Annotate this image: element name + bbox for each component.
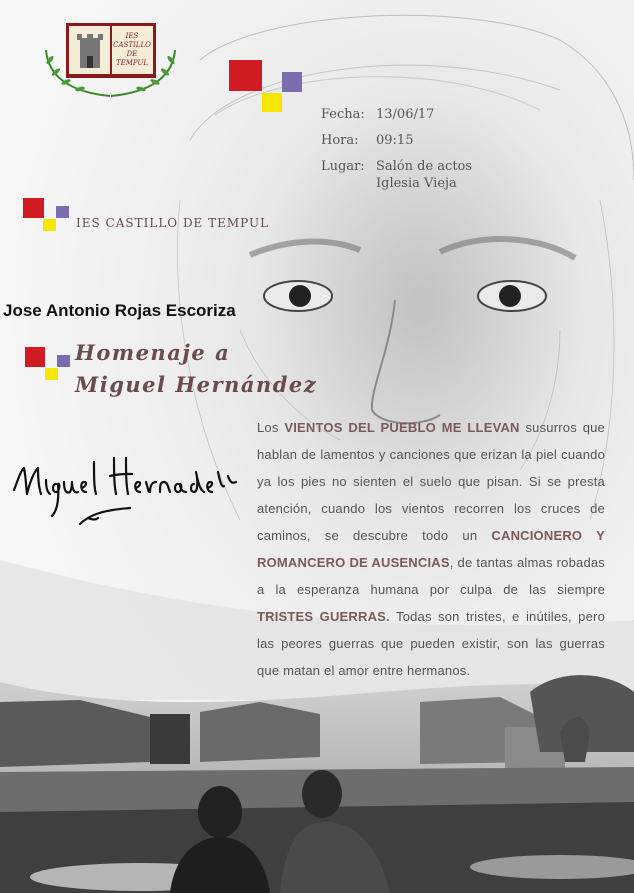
red-square (229, 60, 262, 91)
author-name: Jose Antonio Rojas Escoriza (3, 301, 236, 320)
body-text (257, 414, 605, 684)
school-logo (38, 20, 183, 102)
fecha-value: 13/06/17 (376, 107, 435, 122)
school-name: IES CASTILLO DE TEMPUL (76, 216, 270, 230)
logo-text-4: TEMPUL (115, 59, 149, 67)
body-text-2: susurros que hablan de lamentos y canciones que erizan la piel cuando ya los pies no sienten el suelo que pisan. Si se presta atención, cuando los vientos recorren los cruces de caminos, se descubre todo un (257, 420, 605, 543)
logo-text-1: IES (125, 32, 139, 40)
hora-row (321, 130, 472, 152)
red-square (25, 347, 45, 367)
signature (10, 432, 245, 532)
yellow-square (45, 368, 58, 380)
body-text-1: Los (257, 420, 285, 435)
logo-text-3: DE (126, 50, 138, 58)
body-bold-1: VIENTOS DEL PUEBLO ME LLEVAN (284, 420, 520, 435)
body-bold-3: TRISTES GUERRAS. (257, 609, 390, 624)
body-text-4: Todas son tristes, e inútiles, pero las peores guerras que pueden existir, son las guerras que matan el amor entre hermanos. (257, 609, 605, 678)
lugar-line-2: Iglesia Vieja (376, 176, 457, 191)
lugar-label: Lugar: (321, 159, 365, 174)
historic-photo (0, 672, 634, 893)
yellow-square (262, 93, 282, 112)
fecha-label: Fecha: (321, 107, 365, 122)
purple-square (57, 355, 70, 367)
purple-square (282, 72, 302, 92)
yellow-square (43, 219, 56, 231)
logo-text-2: CASTILLO (113, 41, 151, 49)
red-square (23, 198, 44, 218)
title-line-2: Miguel Hernández (75, 372, 318, 397)
event-info (321, 104, 472, 192)
body-bold-2: CANCIONERO Y ROMANCERO DE AUSENCIAS (257, 528, 605, 570)
body-text-3: , de tantas almas robadas a la esperanza humana por culpa de las siempre (257, 555, 606, 597)
lugar-line-1: Salón de actos (376, 159, 473, 174)
poster-title (75, 337, 317, 401)
hora-value: 09:15 (376, 133, 414, 148)
purple-square (56, 206, 69, 218)
hora-label: Hora: (321, 133, 359, 148)
fecha-row (321, 104, 472, 126)
lugar-row (321, 156, 472, 192)
title-line-1: Homenaje a (75, 340, 231, 365)
